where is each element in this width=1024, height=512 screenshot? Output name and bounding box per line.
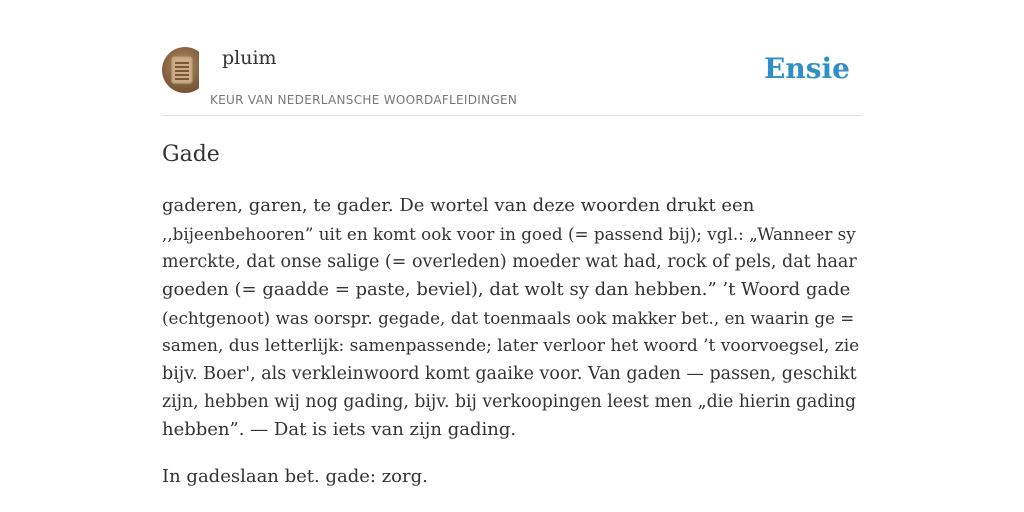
- definition-line: zijn, hebben wij nog gading, bijv. bij verkoopingen leest men „die hierin gading: [162, 392, 857, 412]
- ensie-logo[interactable]: Ensie: [764, 52, 850, 85]
- definition-line: merckte, dat onse salige (= overleden) moeder wat had, rock of pels, dat haar: [162, 252, 857, 272]
- username[interactable]: pluim: [222, 47, 277, 69]
- definition-line: hebben”. — Dat is iets van zijn gading.: [162, 419, 517, 440]
- source-title[interactable]: KEUR VAN NEDERLANSCHE WOORDAFLEIDINGEN: [210, 93, 518, 107]
- header-divider: [162, 115, 862, 116]
- avatar[interactable]: [162, 47, 199, 93]
- definition-line: samen, dus letterlijk: samenpassende; later verloor het woord ’t voorvoegsel, zie: [162, 336, 860, 356]
- definition-note: In gadeslaan bet. gade: zorg.: [162, 466, 428, 487]
- definition-line: goeden (= gaadde = paste, beviel), dat wolt sy dan hebben.” ’t Woord gade: [162, 279, 851, 300]
- definition-text: [162, 192, 862, 444]
- headword: Gade: [162, 142, 220, 167]
- definition-line: ,,bijeenbehooren” uit en komt ook voor in goed (= passend bij); vgl.: „Wanneer sy: [162, 224, 856, 244]
- definition-line: gaderen, garen, te gader. De wortel van deze woorden drukt een: [162, 195, 755, 216]
- avatar-plaque: [171, 56, 193, 84]
- definition-line: (echtgenoot) was oorspr. gegade, dat toenmaals ook makker bet., en waarin ge =: [162, 308, 855, 328]
- definition-line: bijv. Boer', als verkleinwoord komt gaaike voor. Van gaden — passen, geschikt: [162, 364, 857, 384]
